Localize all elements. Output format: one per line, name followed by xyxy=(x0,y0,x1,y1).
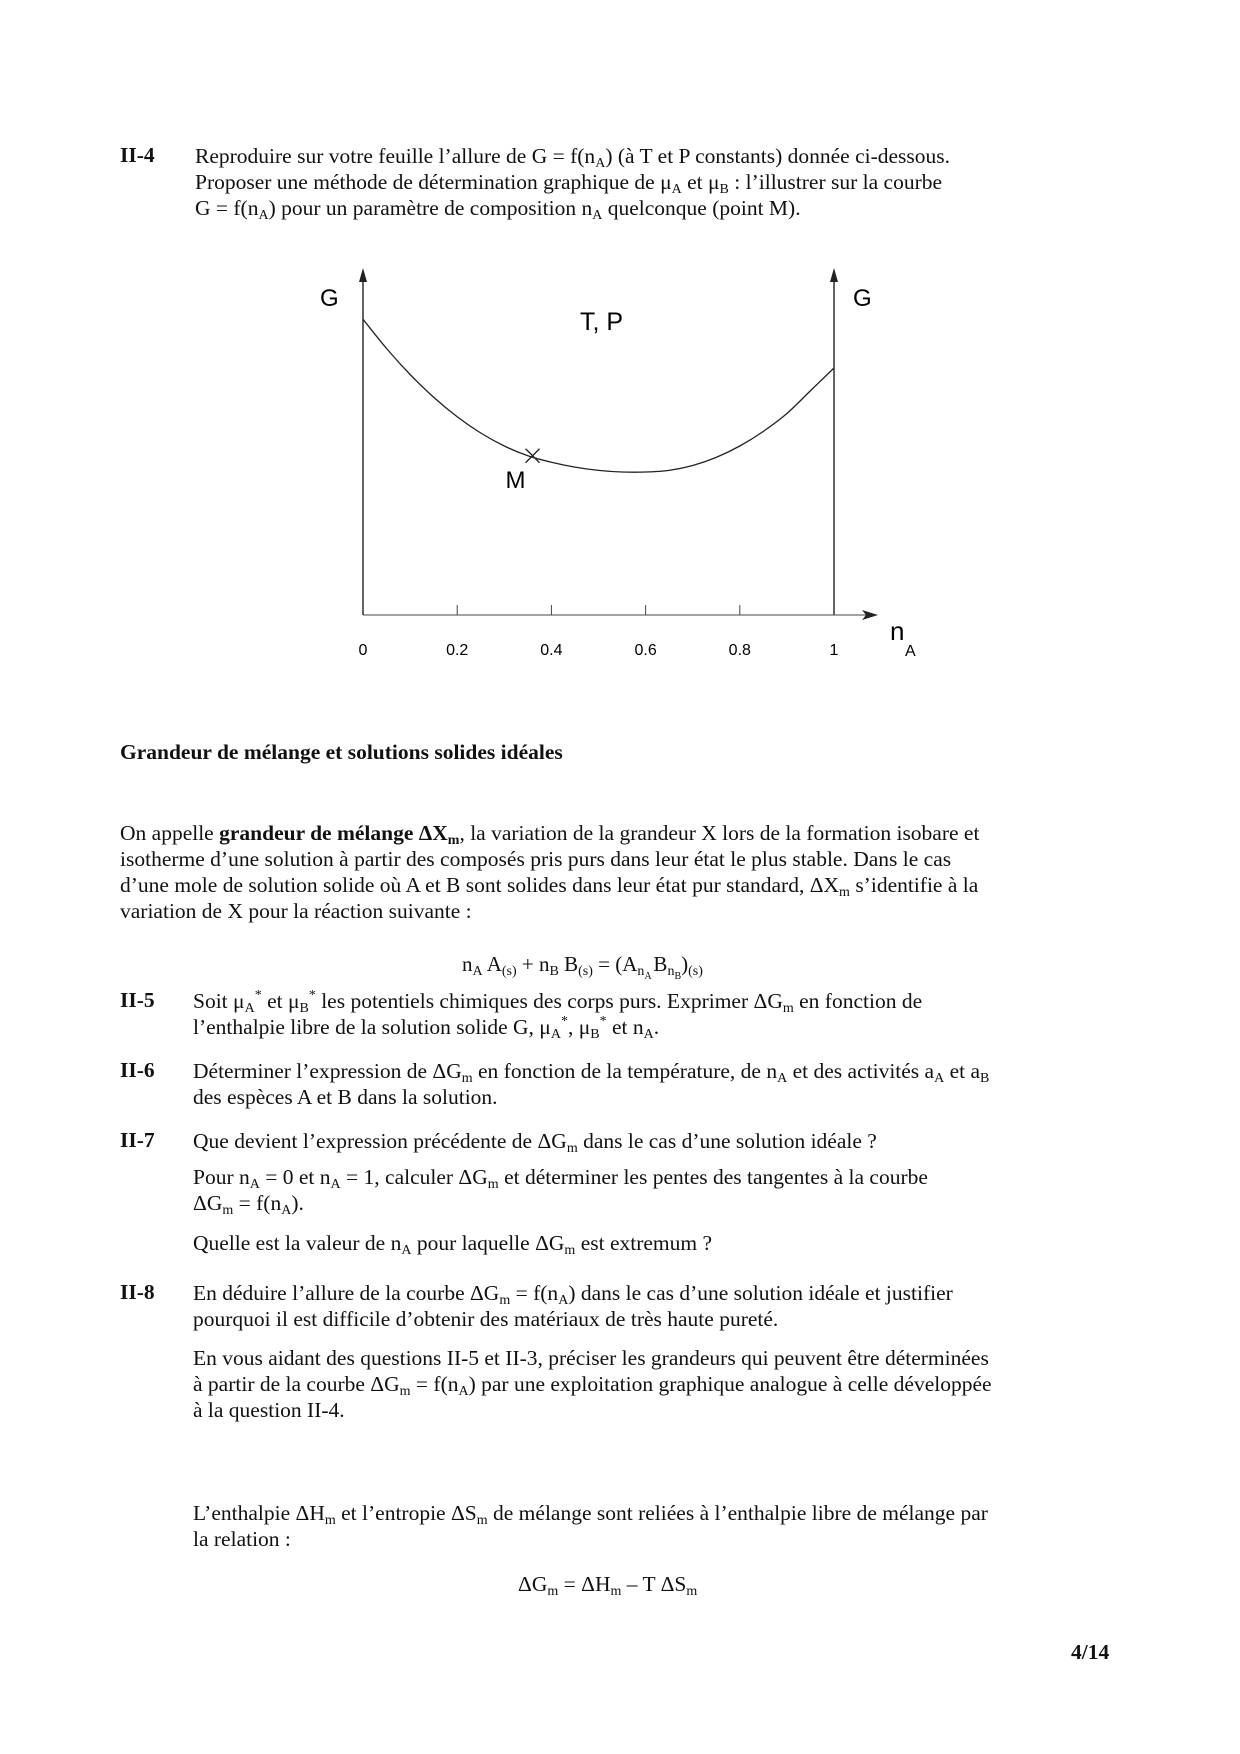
left-axis-arrow-icon xyxy=(359,268,367,282)
text-line: Pour $n_A = 0$ et $n_A = 1$, calculer $\Delta G_m$ et déterminer les pentes des tangentes à la courbe xyxy=(193,1165,928,1192)
left-axis-label: G xyxy=(320,285,339,312)
question-number-II-7: II-7 xyxy=(120,1128,155,1152)
section-intro xyxy=(120,820,1115,924)
text-line: Déterminer l’expression de $\Delta G_m$ en fonction de la température, de $n_A$ et des activités $a_A$ et $a_B$ xyxy=(193,1059,990,1086)
question-II-5-text xyxy=(193,988,1115,1040)
text-line: Soit $\mu_A^*$ et $\mu_B^*$ les potentiels chimiques des corps purs. Exprimer $\Delta G_m$ en fonction de xyxy=(193,988,923,1016)
x-tick-label: 1 xyxy=(829,642,839,659)
question-number-II-6: II-6 xyxy=(120,1058,155,1082)
text-line: En déduire l’allure de la courbe $\Delta G_m = f(n_A)$ dans le cas d’une solution idéale et justifier xyxy=(193,1281,953,1308)
question-II-4-text xyxy=(195,143,1115,221)
right-axis-arrow-icon xyxy=(830,268,838,282)
x-tick-label: 0.8 xyxy=(728,642,751,659)
x-tick-label: 0.6 xyxy=(634,642,657,659)
right-axis-label: G xyxy=(853,285,872,312)
question-number-II-5: II-5 xyxy=(120,988,155,1012)
x-tick-label: 0.2 xyxy=(446,642,469,659)
text-line: la relation : xyxy=(193,1527,291,1551)
text-line: isotherme d’une solution à partir des composés pris purs dans leur état le plus stable. Dans le cas xyxy=(120,847,952,871)
text-line: En vous aidant des questions II-5 et II-3, préciser les grandeurs qui peuvent être déterminées xyxy=(193,1346,989,1370)
x-axis-label: n xyxy=(890,616,905,646)
text-line: Reproduire sur votre feuille l’allure de $G = f(n_A)$ (à T et P constants) donnée ci-dessous. xyxy=(195,144,951,171)
text-line: à partir de la courbe $\Delta G_m = f(n_A)$ par une exploitation graphique analogue à celle développée xyxy=(193,1372,992,1399)
text-line: Proposer une méthode de détermination graphique de $\mu_A$ et $\mu_B$ : l’illustrer sur la courbe xyxy=(195,170,943,197)
x-tick-label: 0.4 xyxy=(540,642,563,659)
text-line: $G = f(n_A)$ pour un paramètre de composition $n_A$ quelconque (point M). xyxy=(195,196,801,223)
text-line: l’enthalpie libre de la solution solide G, $\mu_A^*$, $\mu_B^*$ et $n_A$. xyxy=(193,1014,660,1042)
question-II-7-line1 xyxy=(193,1128,1115,1154)
x-ticks xyxy=(359,605,839,659)
point-M-label: M xyxy=(505,466,526,494)
question-II-7-part2 xyxy=(193,1164,1115,1216)
section-heading: Grandeur de mélange et solutions solides idéales xyxy=(120,740,563,764)
text-line: On appelle grandeur de mélange $\Delta X_m$, la variation de la grandeur X lors de la formation isobare et xyxy=(120,821,980,848)
text-line: Que devient l’expression précédente de $\Delta G_m$ dans le cas d’une solution idéale ? xyxy=(193,1129,877,1156)
text-line: L’enthalpie $\Delta H_m$ et l’entropie $\Delta S_m$ de mélange sont reliées à l’enthalpie libre de mélange par xyxy=(193,1501,988,1528)
text-line: Quelle est la valeur de $n_A$ pour laquelle $\Delta G_m$ est extremum ? xyxy=(193,1231,713,1258)
question-number-II-8: II-8 xyxy=(120,1280,155,1304)
final-equation: $\Delta G_m = \Delta H_m - T$ $\Delta S_m$ xyxy=(518,1572,698,1599)
question-II-6-text xyxy=(193,1058,1115,1110)
text-line: variation de X pour la réaction suivante : xyxy=(120,899,472,923)
question-II-8-part1 xyxy=(193,1280,1115,1332)
question-number-II-4: II-4 xyxy=(120,143,155,167)
text-line: d’une mole de solution solide où A et B sont solides dans leur état pur standard, $\Delta X_m$ s’identifie à la xyxy=(120,873,979,900)
gibbs-energy-chart xyxy=(300,260,940,670)
page-number: 4/14 xyxy=(1071,1640,1110,1664)
question-II-8-part2 xyxy=(193,1345,1115,1423)
text-line: $\Delta G_m = f(n_A)$. xyxy=(193,1191,304,1218)
reaction-equation: $n_A$ $A_{(s)} + n_B$ $B_{(s)} = (A_{n_A}$ $B_{n_B})_{(s)}$ xyxy=(462,952,703,982)
gibbs-curve xyxy=(363,319,834,472)
final-paragraph xyxy=(193,1500,1115,1552)
question-II-7-part3 xyxy=(193,1230,1115,1256)
chart-title: T, P xyxy=(580,308,624,336)
x-tick-label: 0 xyxy=(358,642,368,659)
text-line: des espèces A et B dans la solution. xyxy=(193,1085,498,1109)
text-line: à la question II-4. xyxy=(193,1398,345,1422)
text-line: pourquoi il est difficile d’obtenir des matériaux de très haute pureté. xyxy=(193,1307,779,1331)
x-axis-label-sub: A xyxy=(905,643,916,660)
